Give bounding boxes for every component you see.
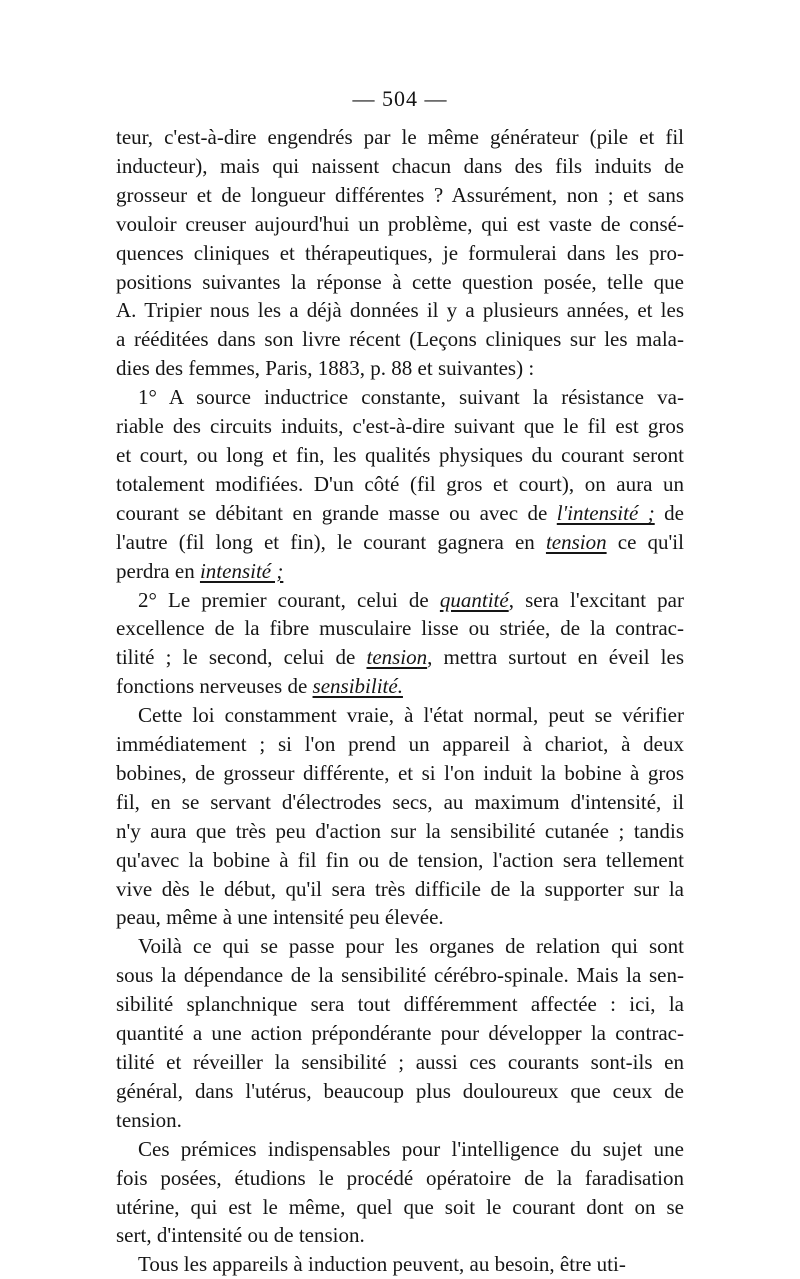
text-line: fonctions nerveuses de sensibilité.	[116, 674, 403, 699]
text-line: 2° Le premier courant, celui de quantité, sera l'excitant par	[138, 587, 684, 612]
body-text	[116, 123, 684, 1279]
text-line: positions suivantes la réponse à cette question posée, telle que	[116, 269, 684, 294]
text-line: dies des femmes, Paris, 1883, p. 88 et suivantes) :	[116, 356, 535, 381]
text-line: général, dans l'utérus, beaucoup plus douloureux que ceux de	[116, 1078, 684, 1103]
text-line: bobines, de grosseur différente, et si l'on induit la bobine à gros	[116, 760, 684, 785]
text-line: A. Tripier nous les a déjà données il y a plusieurs années, et les	[116, 298, 684, 323]
text-line: fil, en se servant d'électrodes secs, au maximum d'intensité, il	[116, 789, 684, 814]
emphasis-text: tilité ;	[116, 645, 172, 670]
text-line: Cette loi constamment vraie, à l'état normal, peut se vérifier	[138, 703, 684, 728]
text-line: riable des circuits induits, c'est-à-dire suivant que le fil est gros	[116, 414, 684, 439]
text-line: Voilà ce qui se passe pour les organes de relation qui sont	[138, 934, 684, 959]
text-line: sous la dépendance de la sensibilité cérébro-spinale. Mais la sen-	[116, 963, 684, 988]
text-line: utérine, qui est le même, quel que soit le courant dont on se	[116, 1194, 684, 1219]
text-line: inducteur), mais qui naissent chacun dans des fils induits de	[116, 153, 684, 178]
emphasis-text: tension	[545, 529, 607, 554]
emphasis-text: contrac-	[615, 616, 684, 641]
text-line: vive dès le début, qu'il sera très difficile de la supporter sur la	[116, 876, 684, 901]
text-line: sibilité splanchnique sera tout différemment affectée : ici, la	[116, 992, 684, 1017]
text-line: quences cliniques et thérapeutiques, je formulerai dans les pro-	[116, 240, 684, 265]
text-line: Tous les appareils à induction peuvent, au besoin, être uti-	[138, 1252, 626, 1277]
text-line: et court, ou long et fin, les qualités physiques du courant seront	[116, 442, 684, 467]
text-line: teur, c'est-à-dire engendrés par le même générateur (pile et fil	[116, 125, 684, 149]
emphasis-text: tension	[366, 645, 428, 670]
text-line: excellence de la fibre musculaire lisse ou striée, de la contrac-	[116, 616, 684, 641]
emphasis-text: intensité ;	[199, 558, 284, 583]
page-number: — 504 —	[352, 86, 448, 111]
text-line: a rééditées dans son livre récent (Leçons cliniques sur les mala-	[116, 327, 684, 352]
text-line: sert, d'intensité ou de tension.	[116, 1223, 365, 1248]
text-line: peau, même à une intensité peu élevée.	[116, 905, 444, 930]
emphasis-text: Leçons cliniques sur les mala-	[416, 327, 684, 352]
emphasis-text: l'intensité ;	[556, 500, 655, 525]
text-line: tilité et réveiller la sensibilité ; aussi ces courants sont-ils en	[116, 1050, 684, 1074]
text-line: perdra en intensité ;	[116, 558, 284, 583]
emphasis-text: quantité	[439, 587, 509, 612]
text-line: qu'avec la bobine à fil fin ou de tension, l'action sera tellement	[116, 847, 684, 872]
emphasis-text: sensibilité.	[312, 674, 403, 699]
text-line: n'y aura que très peu d'action sur la sensibilité cutanée ; tandis	[116, 818, 684, 843]
text-line: grosseur et de longueur différentes ? Assurément, non ; et sans	[116, 182, 684, 207]
text-line: vouloir creuser aujourd'hui un problème, qui est vaste de consé-	[116, 211, 684, 236]
text-line: quantité a une action prépondérante pour développer la contrac-	[116, 1021, 684, 1046]
text-line: l'autre (fil long et fin), le courant gagnera en tension ce qu'il	[116, 529, 684, 554]
text-line: Ces prémices indispensables pour l'intelligence du sujet une	[138, 1136, 684, 1161]
emphasis-text: dies des femmes	[116, 356, 255, 381]
text-line: tilité ; le second, celui de tension, mettra surtout en éveil les	[116, 645, 684, 670]
text-line: tension.	[116, 1107, 182, 1132]
text-line: courant se débitant en grande masse ou avec de l'intensité ; de	[116, 500, 684, 525]
text-line: immédiatement ; si l'on prend un appareil à chariot, à deux	[116, 732, 684, 757]
text-line: totalement modifiées. D'un côté (fil gros et court), on aura un	[116, 471, 684, 496]
text-line: 1° A source inductrice constante, suivant la résistance va-	[138, 385, 684, 410]
text-line: fois posées, étudions le procédé opératoire de la faradisation	[116, 1165, 684, 1190]
